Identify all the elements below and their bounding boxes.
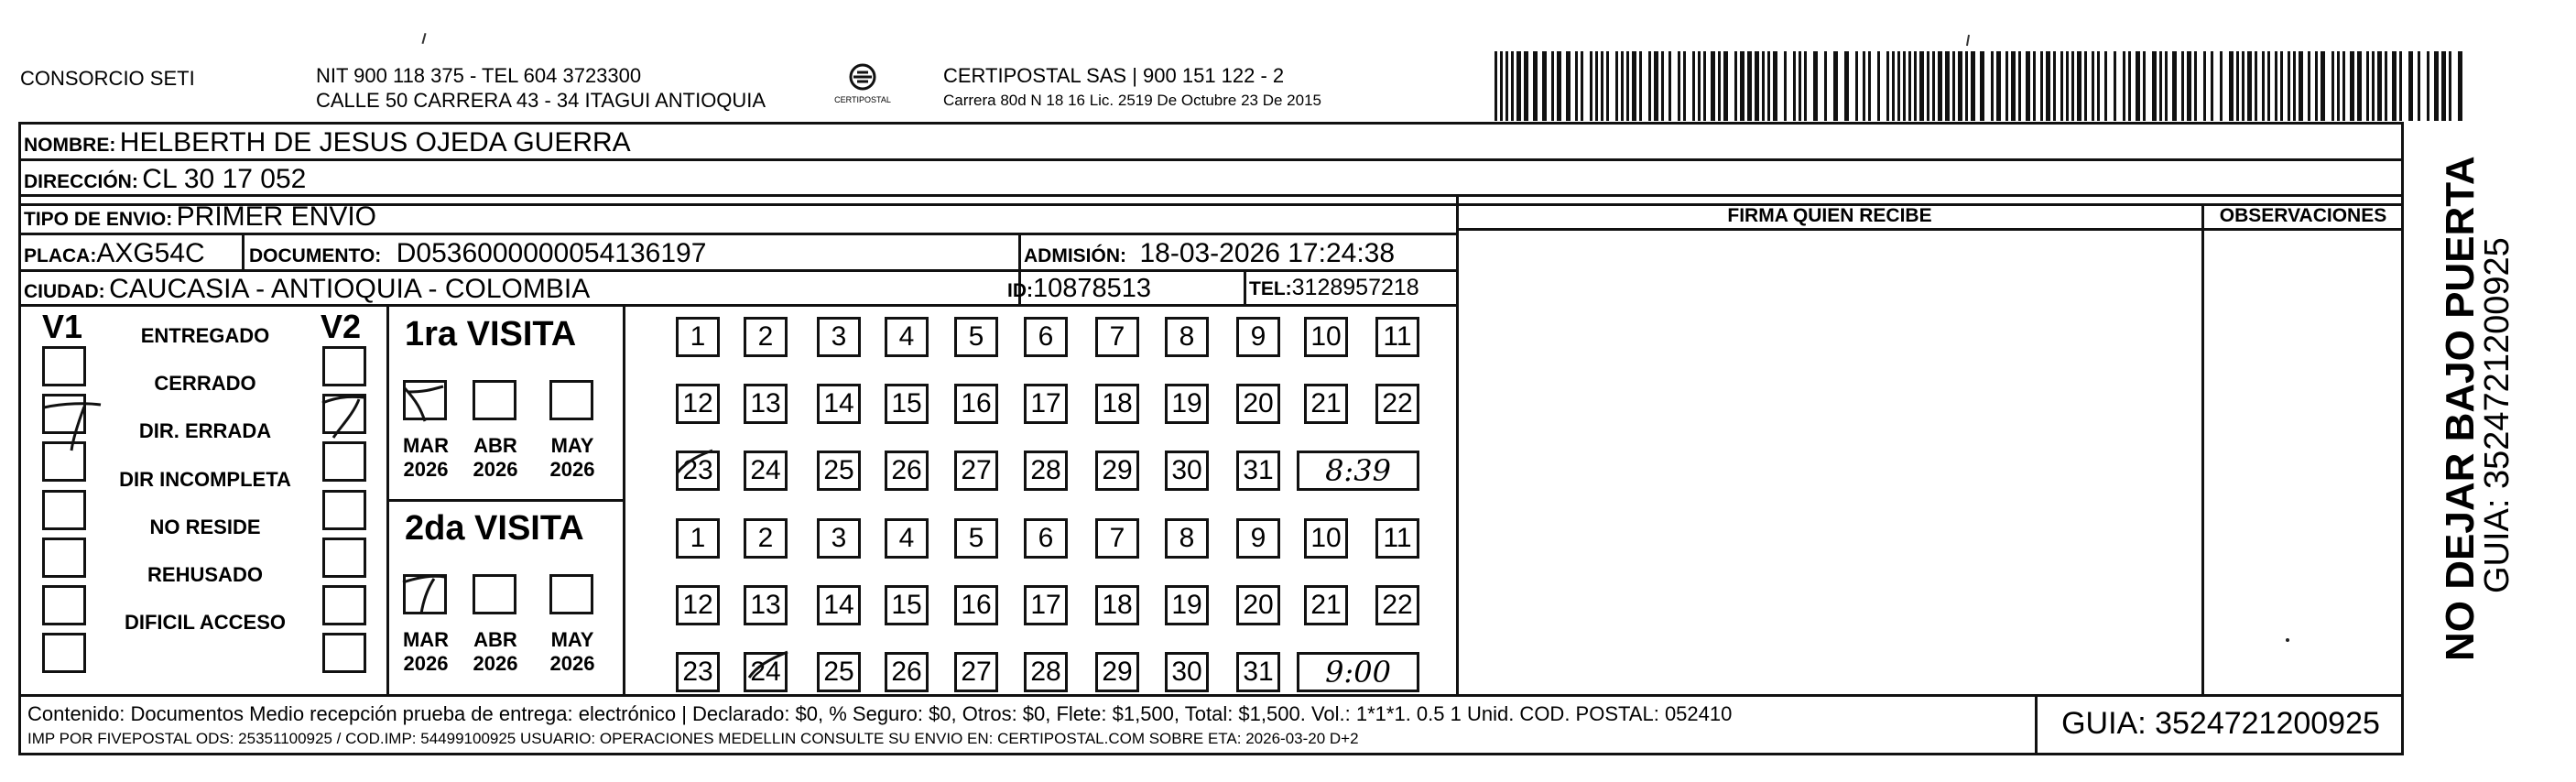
day-box[interactable]: 7: [1095, 317, 1139, 357]
col-divider: [2201, 203, 2204, 696]
barcode-bar: [2372, 51, 2375, 121]
barcode-bar: [2247, 51, 2252, 121]
barcode-bar: [1505, 51, 1508, 121]
barcode-bar: [2315, 51, 2318, 121]
barcode-bar: [1626, 51, 1629, 121]
ciudad-cell: [24, 274, 590, 305]
barcode-bar: [1632, 51, 1636, 121]
barcode-bar: [1654, 51, 1658, 121]
barcode-bar: [1500, 51, 1503, 121]
day-box[interactable]: 19: [1165, 585, 1209, 625]
day-box[interactable]: 16: [954, 384, 998, 424]
day-box[interactable]: 16: [954, 585, 998, 625]
day-box[interactable]: 1: [676, 317, 720, 357]
status-label: CERRADO: [154, 372, 256, 395]
day-box[interactable]: 12: [676, 585, 720, 625]
tel-label: TEL:: [1249, 278, 1292, 299]
barcode-bar: [2441, 51, 2446, 121]
tipo-value: PRIMER ENVIO: [176, 201, 377, 232]
day-box[interactable]: 15: [885, 585, 929, 625]
barcode-bar: [1914, 51, 1917, 121]
barcode-bar: [1903, 51, 1906, 121]
barcode-bar: [1595, 51, 1598, 121]
barcode-bar: [1734, 51, 1737, 121]
barcode-bar: [2018, 51, 2021, 121]
day-box[interactable]: 20: [1236, 585, 1280, 625]
col-divider: [1456, 194, 1459, 696]
barcode-bar: [1692, 51, 1695, 121]
observaciones-header: OBSERVACIONES: [2219, 205, 2387, 226]
barcode-bar: [2366, 51, 2369, 121]
day-box[interactable]: 23: [676, 451, 720, 491]
second-visit-title: 2da VISITA: [405, 509, 584, 548]
status-label: DIR. ERRADA: [138, 419, 272, 442]
barcode-bar: [1886, 51, 1889, 121]
status-label: DIFICIL ACCESO: [124, 611, 286, 634]
day-box[interactable]: 14: [817, 585, 861, 625]
certipostal-logo: [830, 62, 896, 110]
barcode-bar: [2123, 51, 2125, 121]
barcode-bar: [2104, 51, 2107, 121]
contenido-line: Contenido: Documentos Medio recepción prueba de entrega: electrónico | Declarado: $0, % Seguro: $0, Otros: $0, Flete: $1,500, Total: $1,500. Vol.: 1*1*1. 0.5 1 Unid. COD. POSTAL: 052410: [27, 702, 1733, 725]
day-box[interactable]: 31: [1236, 451, 1280, 491]
barcode-bar: [2211, 51, 2213, 121]
day-box[interactable]: 7: [1095, 518, 1139, 559]
barcode-bar: [1668, 51, 1671, 121]
barcode-bar: [2046, 51, 2050, 121]
admision-value: 18-03-2026 17:24:38: [1139, 238, 1396, 268]
documento-label: DOCUMENTO:: [249, 245, 382, 266]
barcode-bar: [2434, 51, 2439, 121]
month-label: ABR 2026: [473, 434, 518, 481]
barcode-bar: [1945, 51, 1950, 121]
month-checkbox[interactable]: [473, 380, 516, 420]
day-box[interactable]: 4: [885, 518, 929, 559]
barcode-bar: [1897, 51, 1900, 121]
barcode-bar: [2203, 51, 2206, 121]
day-box[interactable]: 2: [744, 518, 788, 559]
barcode-bar: [2187, 51, 2191, 121]
certipostal-line: CERTIPOSTAL SAS | 900 151 122 - 2: [943, 64, 1285, 87]
barcode-bar: [1813, 51, 1818, 121]
col-divider: [2035, 694, 2038, 755]
barcode-bar: [2337, 51, 2340, 121]
day-box[interactable]: 26: [885, 451, 929, 491]
barcode-bar: [2071, 51, 2074, 121]
day-box[interactable]: 11: [1375, 518, 1419, 559]
month-label: MAR 2026: [402, 628, 450, 675]
barcode-bar: [2026, 51, 2030, 121]
direccion-row: [24, 164, 306, 195]
barcode-bar: [2255, 51, 2257, 121]
barcode-bar: [2242, 51, 2244, 121]
day-box[interactable]: 11: [1375, 317, 1419, 357]
barcode-bar: [2288, 51, 2290, 121]
status-label: REHUSADO: [147, 563, 263, 586]
barcode-bar: [1575, 51, 1578, 121]
day-box[interactable]: 13: [744, 585, 788, 625]
day-box[interactable]: 25: [817, 451, 861, 491]
nit-line: NIT 900 118 375 - TEL 604 3723300: [316, 64, 642, 87]
v2-label: V2: [321, 308, 362, 345]
day-box[interactable]: 13: [744, 384, 788, 424]
barcode-bar: [1958, 51, 1962, 121]
day-box[interactable]: 6: [1024, 518, 1068, 559]
month-label: ABR 2026: [473, 628, 518, 675]
barcode-bar: [2114, 51, 2116, 121]
barcode-bar: [1919, 51, 1924, 121]
company-name: CONSORCIO SETI: [20, 67, 195, 90]
barcode: [1495, 51, 2467, 121]
day-box[interactable]: 5: [954, 317, 998, 357]
v1-checkbox[interactable]: [42, 441, 86, 482]
barcode-bar: [1590, 51, 1592, 121]
day-box[interactable]: 8: [1165, 317, 1209, 357]
day-box[interactable]: 17: [1024, 384, 1068, 424]
day-box[interactable]: 3: [817, 317, 861, 357]
barcode-bar: [2033, 51, 2036, 121]
day-box[interactable]: 21: [1304, 585, 1348, 625]
row-divider: [18, 233, 1458, 235]
day-box[interactable]: 23: [676, 652, 720, 692]
day-box[interactable]: 24: [744, 451, 788, 491]
barcode-bar: [2331, 51, 2334, 121]
barcode-bar: [2458, 51, 2462, 121]
barcode-bar: [1551, 51, 1554, 121]
month-checkbox[interactable]: [403, 380, 447, 420]
barcode-bar: [2077, 51, 2081, 121]
barcode-bar: [1524, 51, 1528, 121]
barcode-bar: [1495, 51, 1497, 121]
side-warning: NO DEJAR BAJO PUERTA: [2438, 156, 2483, 661]
barcode-bar: [1996, 51, 2001, 121]
day-box[interactable]: 14: [817, 384, 861, 424]
day-box[interactable]: 29: [1095, 451, 1139, 491]
day-box[interactable]: 17: [1024, 585, 1068, 625]
barcode-bar: [2181, 51, 2184, 121]
barcode-bar: [1908, 51, 1911, 121]
barcode-bar: [2011, 51, 2016, 121]
v1-label: V1: [42, 308, 83, 345]
barcode-bar: [1648, 51, 1651, 121]
barcode-bar: [1606, 51, 1609, 121]
barcode-bar: [2427, 51, 2429, 121]
month-checkbox[interactable]: [549, 380, 593, 420]
documento-value: D0536000000054136197: [396, 238, 707, 268]
col-divider: [1244, 269, 1246, 306]
v1-checkbox[interactable]: [42, 394, 86, 434]
barcode-bar: [1723, 51, 1728, 121]
barcode-bar: [1793, 51, 1796, 121]
day-box[interactable]: 1: [676, 518, 720, 559]
visit-time-box[interactable]: 8:39: [1297, 451, 1419, 491]
barcode-bar: [1952, 51, 1955, 121]
barcode-bar: [2308, 51, 2310, 121]
day-box[interactable]: 18: [1095, 585, 1139, 625]
month-checkbox[interactable]: [549, 574, 593, 614]
barcode-bar: [1621, 51, 1624, 121]
month-label: MAY 2026: [549, 628, 595, 675]
stray-mark: [1966, 35, 1970, 46]
barcode-bar: [1863, 51, 1865, 121]
row-divider: [18, 694, 2404, 697]
col-divider: [242, 233, 245, 271]
placa-value: AXG54C: [96, 238, 205, 268]
barcode-bar: [2357, 51, 2362, 121]
barcode-bar: [2092, 51, 2094, 121]
barcode-bar: [1932, 51, 1935, 121]
barcode-bar: [1755, 51, 1759, 121]
barcode-bar: [2392, 51, 2397, 121]
v2-checkbox[interactable]: [322, 633, 366, 673]
status-label: NO RESIDE: [149, 516, 261, 538]
barcode-bar: [1740, 51, 1745, 121]
v2-checkbox[interactable]: [322, 394, 366, 434]
day-box[interactable]: 24: [744, 652, 788, 692]
status-label: ENTREGADO: [140, 324, 270, 347]
barcode-bar: [2172, 51, 2177, 121]
v2-checkbox[interactable]: [322, 585, 366, 625]
barcode-bar: [1639, 51, 1642, 121]
nombre-value: HELBERTH DE JESUS OJEDA GUERRA: [119, 127, 631, 157]
stray-mark: [421, 33, 426, 44]
barcode-bar: [1971, 51, 1975, 121]
day-box[interactable]: 15: [885, 384, 929, 424]
barcode-bar: [2399, 51, 2402, 121]
barcode-bar: [2152, 51, 2157, 121]
imp-line: IMP POR FIVEPOSTAL ODS: 25351100925 / COD.IMP: 54499100925 USUARIO: OPERACIONES MEDELLIN CONSULTE SU ENVIO EN: CERTIPOSTAL.COM SOBRE ETA: 2026-03-20 D+2: [27, 730, 1359, 747]
barcode-bar: [1784, 51, 1787, 121]
barcode-bar: [1855, 51, 1858, 121]
day-box[interactable]: 28: [1024, 652, 1068, 692]
col-divider: [386, 499, 625, 502]
barcode-bar: [1516, 51, 1521, 121]
barcode-bar: [1965, 51, 1968, 121]
day-box[interactable]: 31: [1236, 652, 1280, 692]
direccion-label: DIRECCIÓN:: [24, 171, 138, 192]
address-line: CALLE 50 CARRERA 43 - 34 ITAGUI ANTIOQUIA: [316, 89, 766, 112]
month-label: MAY 2026: [549, 434, 595, 481]
col-divider: [1458, 228, 2201, 231]
ciudad-label: CIUDAD:: [24, 281, 105, 302]
barcode-bar: [1991, 51, 1994, 121]
barcode-bar: [1615, 51, 1618, 121]
day-box[interactable]: 8: [1165, 518, 1209, 559]
day-box[interactable]: 22: [1375, 384, 1419, 424]
barcode-bar: [2377, 51, 2382, 121]
v1-checkbox[interactable]: [42, 633, 86, 673]
v1-checkbox[interactable]: [42, 585, 86, 625]
id-cell: [1007, 274, 1151, 304]
v2-checkbox[interactable]: [322, 490, 366, 530]
barcode-bar: [1892, 51, 1895, 121]
barcode-bar: [2280, 51, 2283, 121]
barcode-bar: [2143, 51, 2146, 121]
placa-cell: [24, 238, 205, 269]
barcode-bar: [2299, 51, 2303, 121]
barcode-bar: [2053, 51, 2056, 121]
barcode-bar: [1804, 51, 1807, 121]
tel-value: 3128957218: [1291, 275, 1419, 300]
barcode-bar: [2449, 51, 2451, 121]
barcode-bar: [1683, 51, 1686, 121]
barcode-bar: [1877, 51, 1880, 121]
barcode-bar: [2321, 51, 2325, 121]
barcode-bar: [1533, 51, 1538, 121]
barcode-bar: [1747, 51, 1752, 121]
day-box[interactable]: 28: [1024, 451, 1068, 491]
day-box[interactable]: 22: [1375, 585, 1419, 625]
barcode-bar: [1868, 51, 1871, 121]
day-box[interactable]: 2: [744, 317, 788, 357]
barcode-bar: [2060, 51, 2063, 121]
day-box[interactable]: 30: [1165, 652, 1209, 692]
barcode-bar: [1938, 51, 1942, 121]
v1-checkbox[interactable]: [42, 346, 86, 386]
day-box[interactable]: 25: [817, 652, 861, 692]
barcode-bar: [2136, 51, 2140, 121]
nombre-label: NOMBRE:: [24, 135, 116, 156]
v2-checkbox[interactable]: [322, 346, 366, 386]
barcode-bar: [1711, 51, 1715, 121]
barcode-bar: [1799, 51, 1801, 121]
barcode-bar: [1833, 51, 1838, 121]
v2-checkbox[interactable]: [322, 441, 366, 482]
v1-checkbox[interactable]: [42, 538, 86, 578]
barcode-bar: [2385, 51, 2387, 121]
direccion-value: CL 30 17 052: [142, 164, 307, 194]
v1-checkbox[interactable]: [42, 490, 86, 530]
license-line: Carrera 80d N 18 16 Lic. 2519 De Octubre 23 De 2015: [943, 92, 1321, 109]
day-box[interactable]: 12: [676, 384, 720, 424]
day-box[interactable]: 5: [954, 518, 998, 559]
logo-text: CERTIPOSTAL: [834, 95, 891, 104]
barcode-bar: [1767, 51, 1770, 121]
day-box[interactable]: 30: [1165, 451, 1209, 491]
barcode-bar: [2220, 51, 2223, 121]
ciudad-value: CAUCASIA - ANTIOQUIA - COLOMBIA: [109, 274, 591, 304]
first-visit-title: 1ra VISITA: [405, 315, 577, 353]
tel-cell: [1249, 275, 1419, 301]
barcode-bar: [1773, 51, 1777, 121]
dot-mark: [2286, 638, 2289, 642]
day-box[interactable]: 27: [954, 652, 998, 692]
id-value: 10878513: [1033, 274, 1152, 303]
barcode-bar: [1927, 51, 1929, 121]
day-box[interactable]: 10: [1304, 317, 1348, 357]
day-box[interactable]: 21: [1304, 384, 1348, 424]
barcode-bar: [1824, 51, 1827, 121]
barcode-bar: [2194, 51, 2197, 121]
barcode-bar: [1566, 51, 1571, 121]
tipo-row: [24, 201, 376, 233]
day-box[interactable]: 18: [1095, 384, 1139, 424]
month-checkbox[interactable]: [473, 574, 516, 614]
barcode-bar: [2236, 51, 2239, 121]
barcode-bar: [1661, 51, 1664, 121]
admision-cell: [1024, 238, 1395, 269]
barcode-bar: [1762, 51, 1765, 121]
col-divider: [623, 304, 625, 696]
visit-time-box[interactable]: 9:00: [1297, 652, 1419, 692]
day-box[interactable]: 6: [1024, 317, 1068, 357]
id-label: ID:: [1007, 280, 1033, 301]
barcode-bar: [1844, 51, 1849, 121]
barcode-bar: [2408, 51, 2413, 121]
barcode-bar: [2128, 51, 2131, 121]
footer-guia: GUIA: 3524721200925: [2061, 706, 2380, 741]
barcode-bar: [2418, 51, 2420, 121]
day-box[interactable]: 9: [1236, 317, 1280, 357]
barcode-bar: [1542, 51, 1547, 121]
barcode-bar: [2005, 51, 2008, 121]
tipo-label: TIPO DE ENVIO:: [24, 209, 173, 230]
barcode-bar: [2040, 51, 2043, 121]
month-label: MAR 2026: [402, 434, 450, 481]
month-checkbox[interactable]: [403, 574, 447, 614]
barcode-bar: [1698, 51, 1701, 121]
day-box[interactable]: 9: [1236, 518, 1280, 559]
barcode-bar: [2165, 51, 2168, 121]
barcode-bar: [1581, 51, 1583, 121]
barcode-bar: [1980, 51, 1984, 121]
barcode-bar: [2275, 51, 2277, 121]
barcode-bar: [2293, 51, 2296, 121]
day-box[interactable]: 10: [1304, 518, 1348, 559]
barcode-bar: [2229, 51, 2234, 121]
barcode-bar: [1703, 51, 1706, 121]
col-divider: [2201, 228, 2403, 231]
admision-label: ADMISIÓN:: [1024, 245, 1126, 266]
firma-header: FIRMA QUIEN RECIBE: [1727, 205, 1932, 226]
barcode-bar: [2342, 51, 2345, 121]
day-box[interactable]: 3: [817, 518, 861, 559]
barcode-bar: [2262, 51, 2265, 121]
day-box[interactable]: 26: [885, 652, 929, 692]
barcode-bar: [2097, 51, 2100, 121]
day-box[interactable]: 19: [1165, 384, 1209, 424]
day-box[interactable]: 29: [1095, 652, 1139, 692]
barcode-bar: [1511, 51, 1514, 121]
barcode-bar: [2066, 51, 2069, 121]
placa-label: PLACA:: [24, 245, 97, 266]
barcode-bar: [2350, 51, 2354, 121]
row-divider: [18, 269, 1458, 272]
v2-checkbox[interactable]: [322, 538, 366, 578]
barcode-bar: [2159, 51, 2162, 121]
barcode-bar: [2267, 51, 2270, 121]
row-divider: [18, 158, 2404, 161]
barcode-bar: [2084, 51, 2087, 121]
side-guia: GUIA: 3524721200925: [2478, 237, 2516, 593]
barcode-bar: [1557, 51, 1561, 121]
status-label: DIR INCOMPLETA: [119, 468, 291, 491]
row-divider: [18, 194, 2404, 197]
day-box[interactable]: 4: [885, 317, 929, 357]
barcode-bar: [1601, 51, 1603, 121]
documento-cell: [249, 238, 706, 269]
day-box[interactable]: 27: [954, 451, 998, 491]
nombre-row: [24, 127, 631, 158]
barcode-bar: [1678, 51, 1680, 121]
barcode-bar: [1718, 51, 1721, 121]
day-box[interactable]: 20: [1236, 384, 1280, 424]
